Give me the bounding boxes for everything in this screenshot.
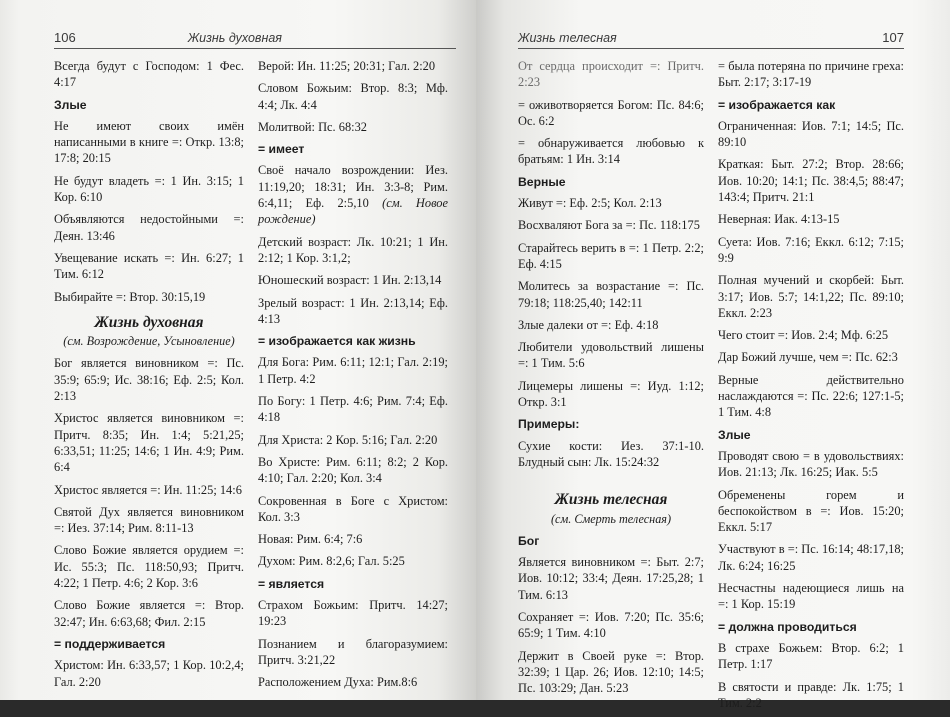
entry-text: Краткая: Быт. 27:2; Втор. 28:66; Иов. 10:20; 14:1; Пс. 38:4,5; 88:47; 143:4; Притч. 21:1 (718, 157, 904, 205)
entry-text: Ограниченная: Иов. 7:1; 14:5; Пс. 89:10 (718, 118, 904, 150)
entry-text: Сохраняет =: Иов. 7:20; Пс. 35:6; 65:9; 1 Тим. 4:10 (518, 610, 704, 641)
subheading (258, 141, 448, 157)
entry-text: Увещевание искать =: Ин. 6:27; 1 Тим. 6:12 (54, 250, 244, 282)
entry-text: Всегда будут с Господом: 1 Фес. 4:17 (54, 59, 244, 90)
index-entry (518, 278, 704, 311)
entry-text: = поддерживается (54, 636, 166, 651)
entry-text: Духом: Рим. 8:2,6; Гал. 5:25 (258, 554, 405, 569)
index-entry (258, 636, 448, 669)
index-entry (54, 504, 244, 537)
subheading (718, 427, 904, 443)
entry-text: Во Христе: Рим. 6:11; 8:2; 2 Кор. 4:10; Гал. 2:20; Кол. 3:4 (258, 454, 448, 486)
left-page-number: 106 (54, 30, 76, 45)
index-entry (258, 432, 448, 448)
left-running-title: Жизнь духовная (187, 31, 282, 45)
right-columns (518, 58, 904, 717)
entry-text: Восхваляют Бога за =: Пс. 118:175 (518, 218, 700, 233)
index-entry (54, 250, 244, 283)
index-entry (258, 493, 448, 526)
entry-text: Сокровенная в Боге с Христом: Кол. 3:3 (258, 493, 448, 524)
left-page (0, 0, 476, 700)
index-entry (54, 657, 244, 690)
entry-text: Верой: Ин. 11:25; 20:31; Гал. 2:20 (258, 59, 436, 73)
entry-text: Юношеский возраст: 1 Ин. 2:13,14 (258, 273, 442, 288)
index-entry (518, 609, 704, 642)
index-entry (258, 162, 448, 227)
see-also (54, 333, 244, 349)
index-entry (54, 118, 244, 167)
right-running-title: Жизнь телесная (518, 31, 617, 45)
index-entry (54, 542, 244, 591)
entry-text: Держит в Своей руке =: Втор. 32:39; 1 Цар. 26; Иов. 12:10; 14:5; Пс. 103:29; Дан. 5:23 (518, 648, 704, 696)
index-entry (258, 454, 448, 487)
entry-text: Полная мучений и скорбей: Быт. 3:17; Иов. 5:7; 14:1,22; Пс. 89:10; Еккл. 2:23 (718, 273, 904, 320)
index-entry (258, 58, 448, 74)
entry-text: Не будут владеть =: 1 Ин. 3:15; 1 Кор. 6:10 (54, 173, 244, 205)
entry-text: Является виновником =: Быт. 2:7; Иов. 10:12; 33:4; Деян. 17:25,28; 1 Тим. 6:13 (518, 555, 704, 602)
index-entry (718, 58, 904, 91)
entry-text: Злые далеки от =: Еф. 4:18 (518, 317, 659, 332)
entry-text: Детский возраст: Лк. 10:21; 1 Ин. 2:12; 1 Кор. 3:1,2; (258, 234, 448, 265)
entry-text: Зрелый возраст: 1 Ин. 2:13,14; Еф. 4:13 (258, 295, 448, 326)
index-entry (518, 217, 704, 233)
entry-text: Слово Божие является орудием =: Ис. 55:3; Пс. 118:50,93; Притч. 4:22; 1 Петр. 4:6; 2 Кор. 3:6 (54, 543, 244, 591)
index-entry (518, 97, 704, 130)
entry-text: Не имеют своих имён написанными в книге =: Откр. 13:8; 17:8; 20:15 (54, 118, 244, 166)
index-entry (718, 349, 904, 365)
index-entry (258, 80, 448, 113)
index-entry (518, 378, 704, 411)
index-entry (518, 240, 704, 273)
entry-text: Жизнь духовная (94, 313, 204, 331)
index-entry (718, 580, 904, 613)
index-entry (54, 355, 244, 404)
subheading (54, 636, 244, 652)
entry-text: Для Христа: 2 Кор. 5:16; Гал. 2:20 (258, 432, 438, 447)
see-also (518, 511, 704, 527)
entry-text: Святой Дух является виновником =: Иез. 37:14; Рим. 8:11-13 (54, 504, 244, 536)
index-entry (718, 234, 904, 267)
entry-text: Примеры: (518, 417, 580, 432)
entry-text: В святости и правде: Лк. 1:75; 1 Тим. 2:2 (718, 679, 904, 710)
subheading (518, 174, 704, 190)
index-entry (718, 156, 904, 205)
entry-text: Расположением Духа: Рим.8:6 (258, 675, 418, 690)
entry-text: Слово Божие является =: Втор. 32:47; Ин. 6:63,68; Фил. 2:15 (54, 598, 244, 629)
entry-text: = изображается как жизнь (258, 334, 416, 349)
entry-text: = оживотворяется Богом: Пс. 84:6; Ос. 6:2 (518, 97, 704, 128)
entry-text: Обременены горем и беспокойством в =: Иов. 15:20; Еккл. 5:17 (718, 487, 904, 535)
index-entry (258, 234, 448, 267)
entry-text: Проводят свою = в удовольствиях: Иов. 21:13; Лк. 16:25; Иак. 5:5 (718, 448, 904, 480)
index-entry (518, 438, 704, 471)
entry-text: От сердца происходит =: Притч. 2:23 (518, 59, 704, 90)
index-entry (54, 482, 244, 498)
entry-text: Молитесь за возрастание =: Пс. 79:18; 118:25,40; 142:11 (518, 279, 704, 310)
right-column-1 (518, 58, 704, 717)
right-column-2 (718, 58, 904, 717)
entry-note: (см. Новое рождение) (258, 196, 448, 227)
right-page (476, 0, 950, 710)
entry-text: Верные (518, 174, 566, 189)
entry-text: (см. Смерть телесная) (550, 511, 672, 526)
entry-text: Молитвой: Пс. 68:32 (258, 119, 367, 134)
entry-text: = изображается как (718, 97, 836, 112)
entry-text: Для Бога: Рим. 6:11; 12:1; Гал. 2:19; 1 Петр. 4:2 (258, 355, 448, 386)
entry-text: Несчастны надеющиеся лишь на =: 1 Кор. 15:19 (718, 581, 904, 612)
entry-text: Объявляются недостойными =: Деян. 13:46 (54, 212, 244, 243)
section-title (518, 492, 704, 508)
index-entry (54, 173, 244, 206)
subheading (718, 619, 904, 635)
entry-text: = должна проводиться (718, 619, 857, 634)
index-entry (258, 531, 448, 547)
index-entry (54, 211, 244, 244)
entry-text: Сухие кости: Иез. 37:1-10. Блудный сын: Лк. 15:24:32 (518, 438, 704, 469)
entry-text: Христом: Ин. 6:33,57; 1 Кор. 10:2,4; Гал. 2:20 (54, 658, 244, 689)
entry-text: (см. Возрождение, Усыновление) (63, 334, 235, 349)
entry-text: Старайтесь верить в =: 1 Петр. 2:2; Еф. 4:15 (518, 240, 704, 271)
entry-text: Лицемеры лишены =: Иуд. 1:12; Откр. 3:1 (518, 378, 704, 410)
index-entry (518, 195, 704, 211)
entry-text: Бог является виновником =: Пс. 35:9; 65:9; Ис. 38:16; Еф. 2:5; Кол. 2:13 (54, 356, 244, 404)
index-entry (258, 553, 448, 569)
index-entry (258, 295, 448, 328)
index-entry (258, 354, 448, 387)
entry-text: Своё начало возрождении: Иез. 11:19,20; 18:31; Ин. 3:3-8; Рим. 6:4,11; Еф. 2:5,10 (258, 163, 448, 211)
index-entry (258, 272, 448, 288)
index-entry (258, 597, 448, 630)
entry-text: = обнаруживается любовью к братьям: 1 Ин. 3:14 (518, 136, 704, 167)
index-entry (258, 393, 448, 426)
index-entry (54, 289, 244, 305)
index-entry (718, 541, 904, 574)
subheading (718, 97, 904, 113)
entry-text: Участвуют в =: Пс. 16:14; 48:17,18; Лк. 6:24; 16:25 (718, 542, 904, 573)
index-entry (718, 118, 904, 151)
entry-text: Познанием и благоразумием: Притч. 3:21,22 (258, 636, 448, 667)
index-entry (718, 272, 904, 321)
entry-text: Выбирайте =: Втор. 30:15,19 (54, 289, 206, 304)
entry-text: Чего стоит =: Иов. 2:4; Мф. 6:25 (718, 328, 889, 343)
left-running-head (54, 30, 456, 49)
entry-text: Христос является виновником =: Притч. 8:35; Ин. 1:4; 5:21,25; 6:33,51; 11:25; 14:6; 1 Ин. 4:9; Рим. 6:4 (54, 411, 244, 475)
entry-text: Верные действительно наслаждаются =: Пс. 22:6; 127:1-5; 1 Тим. 4:8 (718, 372, 904, 420)
entry-text: В страхе Божьем: Втор. 6:2; 1 Петр. 1:17 (718, 640, 904, 672)
index-entry (718, 487, 904, 536)
entry-text: Бог (518, 533, 540, 548)
index-entry (718, 679, 904, 712)
left-column-2 (258, 58, 448, 697)
entry-text: Неверная: Иак. 4:13-15 (718, 212, 840, 227)
index-entry (258, 119, 448, 135)
subheading (258, 576, 448, 592)
entry-text: = была потеряна по причине греха: Быт. 2:17; 3:17-19 (718, 59, 904, 90)
subheading (518, 416, 704, 432)
entry-text: Живут =: Еф. 2:5; Кол. 2:13 (518, 196, 662, 211)
index-entry (518, 317, 704, 333)
entry-text: Страхом Божьим: Притч. 14:27; 19:23 (258, 598, 448, 629)
entry-text: Суета: Иов. 7:16; Еккл. 6:12; 7:15; 9:9 (718, 234, 904, 265)
subheading (54, 97, 244, 113)
entry-text: = имеет (258, 142, 305, 157)
index-entry (718, 211, 904, 227)
index-entry (718, 327, 904, 343)
index-entry (518, 135, 704, 168)
index-entry (718, 372, 904, 421)
entry-text: Словом Божьим: Втор. 8:3; Мф. 4:4; Лк. 4:4 (258, 81, 448, 112)
index-entry (518, 58, 704, 91)
entry-text: Дар Божий лучше, чем =: Пс. 62:3 (718, 350, 898, 365)
right-page-number: 107 (882, 30, 904, 45)
entry-text: = является (258, 576, 325, 591)
index-entry (518, 339, 704, 372)
subheading (518, 533, 704, 549)
subheading (258, 333, 448, 349)
entry-text: Любители удовольствий лишены =: 1 Тим. 5:6 (518, 340, 704, 371)
index-entry (54, 58, 244, 91)
index-entry (518, 648, 704, 697)
left-column-1 (54, 58, 244, 697)
index-entry (258, 674, 448, 690)
entry-text: Злые (718, 427, 751, 442)
index-entry (54, 410, 244, 475)
section-title (54, 315, 244, 331)
entry-text: Жизнь телесная (554, 491, 668, 509)
entry-text: Новая: Рим. 6:4; 7:6 (258, 532, 363, 547)
entry-text: Христос является =: Ин. 11:25; 14:6 (54, 482, 242, 497)
entry-text: Злые (54, 97, 87, 112)
index-entry (54, 597, 244, 630)
index-entry (518, 554, 704, 603)
right-running-head (518, 30, 904, 49)
entry-text: По Богу: 1 Петр. 4:6; Рим. 7:4; Еф. 4:18 (258, 394, 448, 425)
index-entry (718, 640, 904, 673)
index-entry (718, 448, 904, 481)
left-columns (54, 58, 456, 697)
